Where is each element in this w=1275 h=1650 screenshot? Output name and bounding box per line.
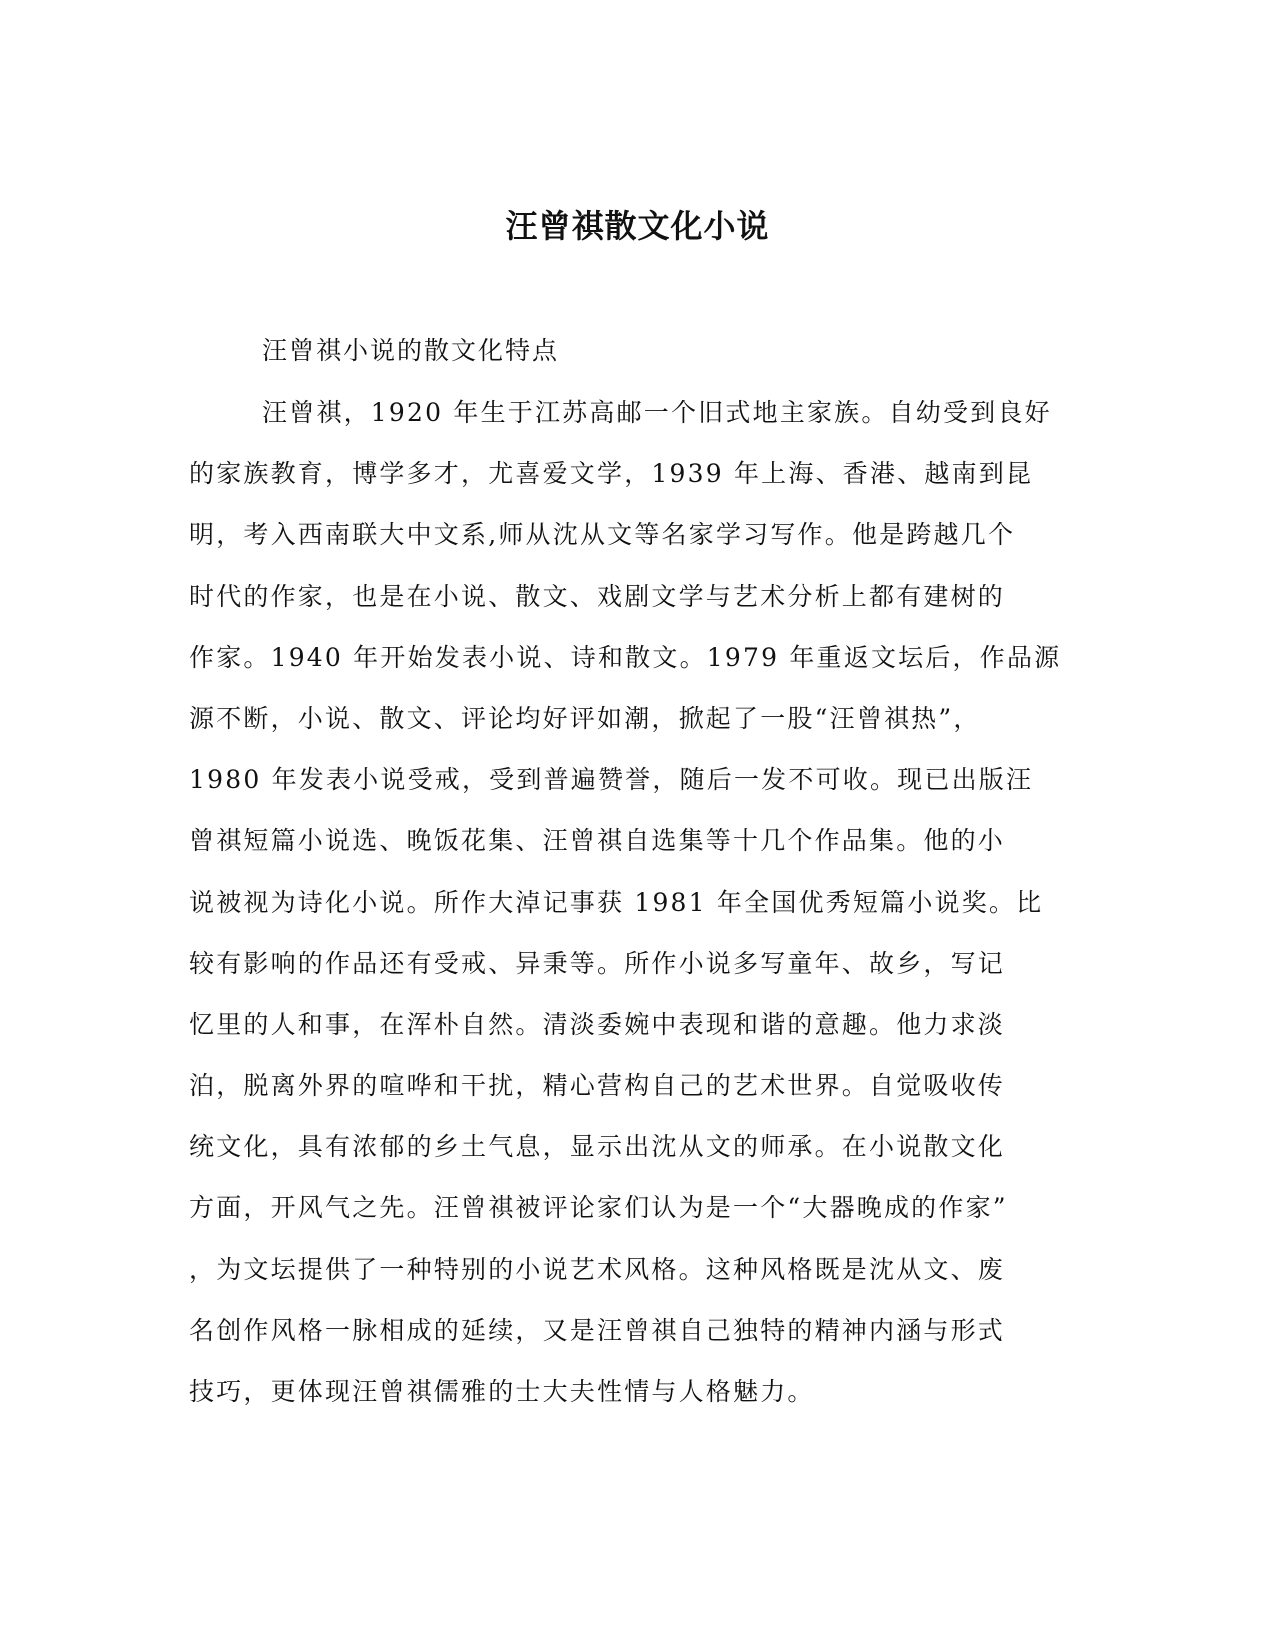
paragraph-line: 方面，开风气之先。汪曾祺被评论家们认为是一个“大器晚成的作家” xyxy=(189,1193,1008,1223)
paragraph-line: 泊，脱离外界的喧哗和干扰，精心营构自己的艺术世界。自觉吸收传 xyxy=(189,1071,1006,1101)
paragraph-line: ，为文坛提供了一种特别的小说艺术风格。这种风格既是沈从文、废 xyxy=(189,1254,1006,1284)
paragraph-line: 1980 年发表小说受戒，受到普遍赞誉，随后一发不可收。现已出版汪 xyxy=(189,765,1034,795)
paragraph-line: 名创作风格一脉相成的延续，又是汪曾祺自己独特的精神内涵与形式 xyxy=(189,1315,1006,1345)
body-paragraph xyxy=(189,395,1089,1435)
paragraph-line: 时代的作家，也是在小说、散文、戏剧文学与艺术分析上都有建树的 xyxy=(189,581,1006,611)
paragraph-line: 源不断，小说、散文、评论均好评如潮，掀起了一股“汪曾祺热”， xyxy=(189,703,981,733)
paragraph-line: 说被视为诗化小说。所作大淖记事获 1981 年全国优秀短篇小说奖。比 xyxy=(189,887,1044,917)
paragraph-line: 作家。1940 年开始发表小说、诗和散文。1979 年重返文坛后，作品源 xyxy=(189,642,1062,672)
paragraph-line: 较有影响的作品还有受戒、异秉等。所作小说多写童年、故乡，写记 xyxy=(189,948,1006,978)
paragraph-line: 统文化，具有浓郁的乡土气息，显示出沈从文的师承。在小说散文化 xyxy=(189,1132,1006,1162)
section-heading: 汪曾祺小说的散文化特点 xyxy=(262,336,560,365)
paragraph-line: 的家族教育，博学多才，尤喜爱文学，1939 年上海、香港、越南到昆 xyxy=(189,459,1034,489)
paragraph-line: 汪曾祺，1920 年生于江苏高邮一个旧式地主家族。自幼受到良好 xyxy=(262,398,1052,427)
paragraph-line: 忆里的人和事，在浑朴自然。清淡委婉中表现和谐的意趣。他力求淡 xyxy=(189,1009,1006,1039)
paragraph-line: 明，考入西南联大中文系,师从沈从文等名家学习写作。他是跨越几个 xyxy=(189,520,1016,550)
paragraph-line: 曾祺短篇小说选、晚饭花集、汪曾祺自选集等十几个作品集。他的小 xyxy=(189,826,1006,856)
paragraph-line: 技巧，更体现汪曾祺儒雅的士大夫性情与人格魅力。 xyxy=(189,1377,815,1406)
document-title: 汪曾祺散文化小说 xyxy=(505,207,770,245)
